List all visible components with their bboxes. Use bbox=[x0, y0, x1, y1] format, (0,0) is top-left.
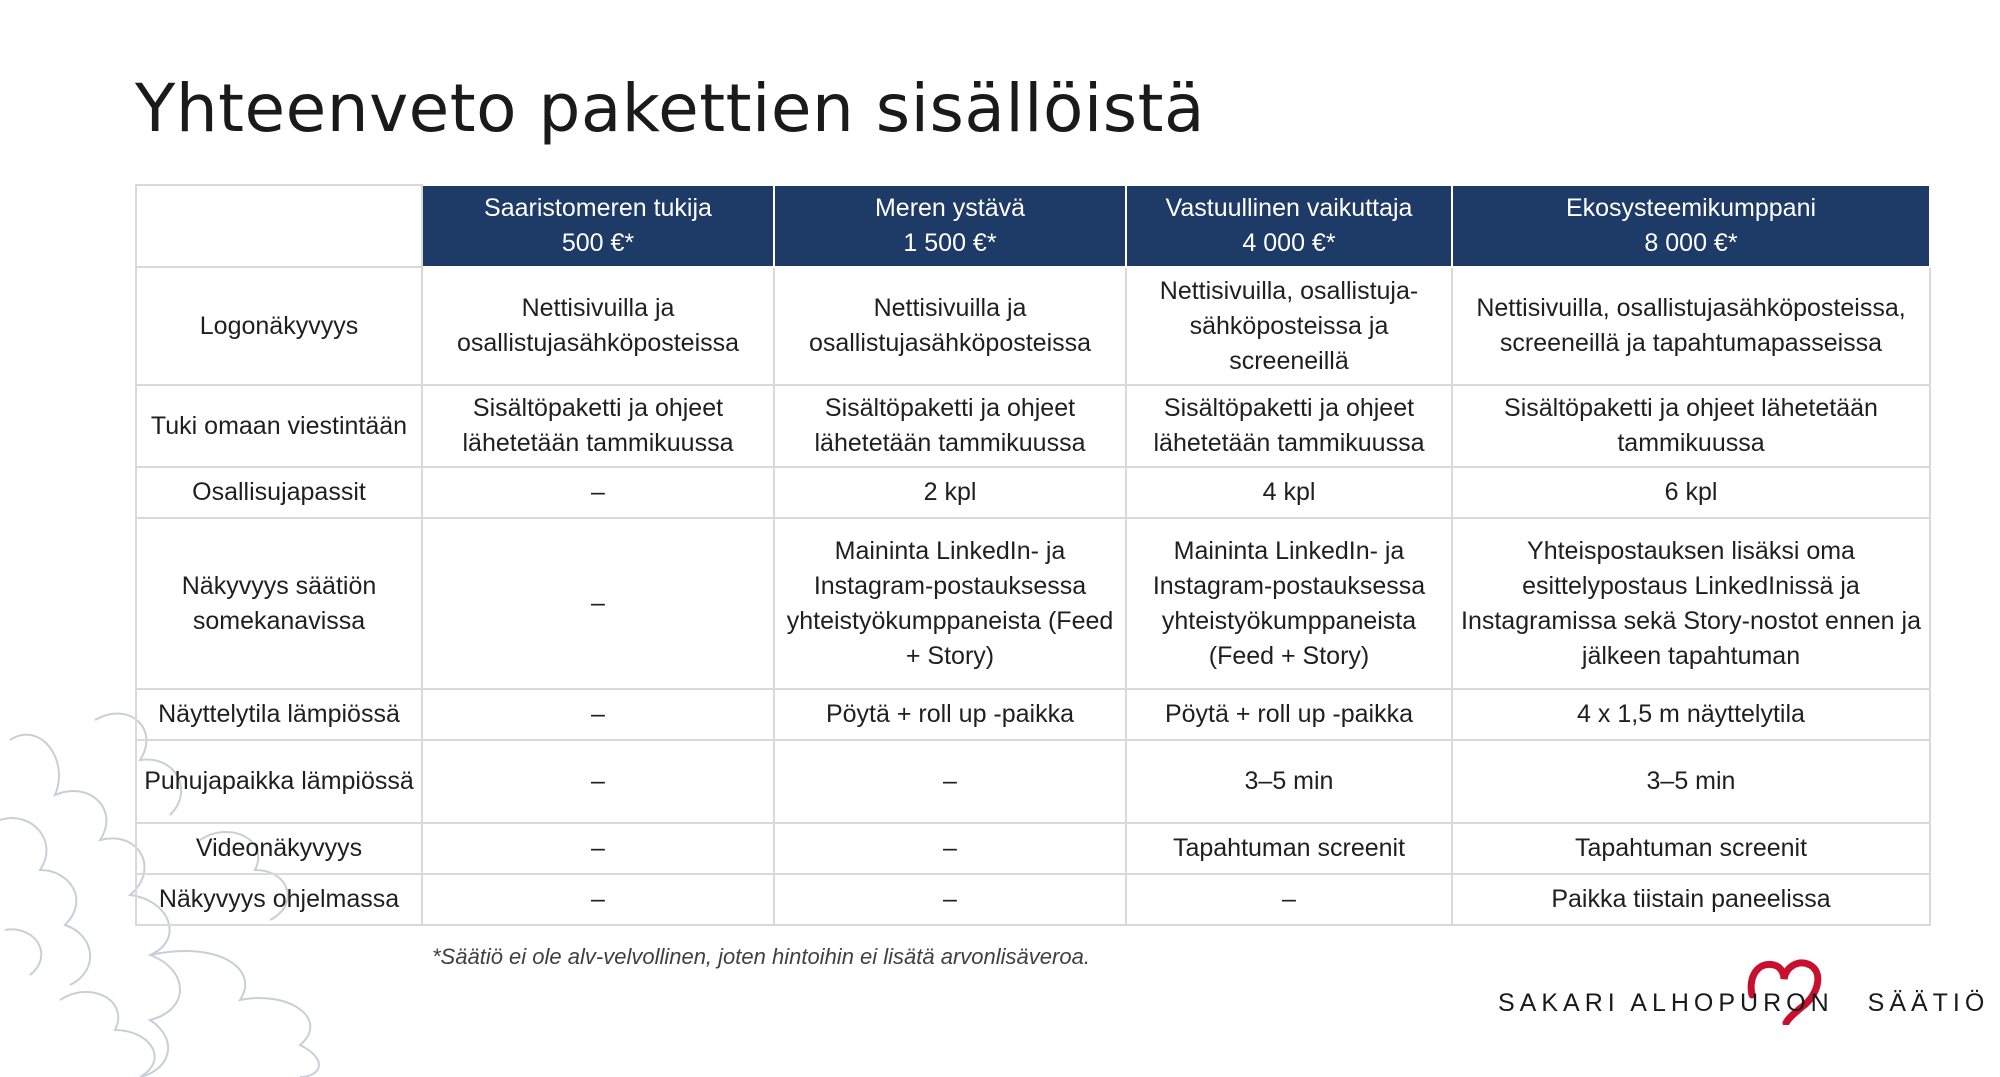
package-header bbox=[422, 185, 774, 267]
row-label: Videonäkyvyys bbox=[136, 823, 422, 874]
table-row bbox=[136, 740, 1930, 823]
table-cell: Pöytä + roll up -paikka bbox=[1126, 689, 1452, 740]
table-cell: Sisältöpaketti ja ohjeet lähetetään tammikuussa bbox=[774, 385, 1126, 467]
package-name: Vastuullinen vaikuttaja bbox=[1165, 194, 1413, 222]
package-comparison-table bbox=[135, 184, 1931, 926]
table-cell: Tapahtuman screenit bbox=[1452, 823, 1930, 874]
package-name: Ekosysteemikumppani bbox=[1565, 194, 1817, 222]
row-label: Näkyvyys säätiön somekanavissa bbox=[136, 518, 422, 689]
row-label: Logonäkyvyys bbox=[136, 267, 422, 385]
table-row bbox=[136, 518, 1930, 689]
table-cell: Nettisivuilla, osallistujasähköposteissa, screeneillä ja tapahtumapasseissa bbox=[1452, 267, 1930, 385]
row-label: Tuki omaan viestintään bbox=[136, 385, 422, 467]
package-price: 500 €* bbox=[561, 229, 635, 257]
table-cell: Nettisivuilla, osallistuja-sähköposteissa ja screeneillä bbox=[1126, 267, 1452, 385]
package-header bbox=[1126, 185, 1452, 267]
page-title: Yhteenveto pakettien sisällöistä bbox=[135, 70, 1205, 147]
table-cell: – bbox=[774, 874, 1126, 925]
table-cell: – bbox=[422, 874, 774, 925]
table-cell: 6 kpl bbox=[1452, 467, 1930, 518]
table-cell: Pöytä + roll up -paikka bbox=[774, 689, 1126, 740]
table-row bbox=[136, 689, 1930, 740]
table-row bbox=[136, 267, 1930, 385]
table-row bbox=[136, 385, 1930, 467]
foundation-logo bbox=[1498, 955, 1990, 1035]
table-row bbox=[136, 467, 1930, 518]
vat-footnote: *Säätiö ei ole alv-velvollinen, joten hintoihin ei lisätä arvonlisäveroa. bbox=[432, 944, 1090, 969]
table-cell: – bbox=[422, 740, 774, 823]
package-price: 4 000 €* bbox=[1242, 229, 1336, 257]
table-cell: Yhteispostauksen lisäksi oma esittelypostaus LinkedInissä ja Instagramissa sekä Story-nostot ennen ja jälkeen tapahtuman bbox=[1452, 518, 1930, 689]
row-label: Näyttelytila lämpiössä bbox=[136, 689, 422, 740]
table-cell: 4 x 1,5 m näyttelytila bbox=[1452, 689, 1930, 740]
package-name: Saaristomeren tukija bbox=[484, 194, 712, 222]
table-cell: 3–5 min bbox=[1126, 740, 1452, 823]
package-name: Meren ystävä bbox=[874, 194, 1026, 222]
table-cell: Tapahtuman screenit bbox=[1126, 823, 1452, 874]
table-cell: – bbox=[774, 823, 1126, 874]
table-cell: – bbox=[422, 823, 774, 874]
table-row bbox=[136, 874, 1930, 925]
table-cell: Sisältöpaketti ja ohjeet lähetetään tammikuussa bbox=[1126, 385, 1452, 467]
row-label: Puhujapaikka lämpiössä bbox=[136, 740, 422, 823]
table-cell: 3–5 min bbox=[1452, 740, 1930, 823]
table-cell: – bbox=[1126, 874, 1452, 925]
logo-name-part1: SAKARI ALHOPURON bbox=[1498, 989, 1834, 1017]
row-label: Näkyvyys ohjelmassa bbox=[136, 874, 422, 925]
table-cell: Maininta LinkedIn- ja Instagram-postauksessa yhteistyökumppaneista (Feed + Story) bbox=[1126, 518, 1452, 689]
table-cell: 4 kpl bbox=[1126, 467, 1452, 518]
table-cell: Sisältöpaketti ja ohjeet lähetetään tammikuussa bbox=[1452, 385, 1930, 467]
package-price: 1 500 €* bbox=[903, 229, 997, 257]
table-cell: Nettisivuilla ja osallistujasähköposteissa bbox=[422, 267, 774, 385]
table-cell: – bbox=[422, 467, 774, 518]
logo-wordmark bbox=[1498, 989, 1989, 1018]
row-label: Osallisujapassit bbox=[136, 467, 422, 518]
package-price: 8 000 €* bbox=[1644, 229, 1738, 257]
table-cell: 2 kpl bbox=[774, 467, 1126, 518]
table-row bbox=[136, 823, 1930, 874]
header-corner-cell bbox=[136, 185, 422, 267]
package-header bbox=[774, 185, 1126, 267]
table-cell: Paikka tiistain paneelissa bbox=[1452, 874, 1930, 925]
table-cell: – bbox=[774, 740, 1126, 823]
table-cell: Nettisivuilla ja osallistujasähköposteissa bbox=[774, 267, 1126, 385]
table-cell: Sisältöpaketti ja ohjeet lähetetään tammikuussa bbox=[422, 385, 774, 467]
table-cell: – bbox=[422, 689, 774, 740]
table-header-row bbox=[136, 185, 1930, 267]
table-cell: – bbox=[422, 518, 774, 689]
package-header bbox=[1452, 185, 1930, 267]
table-cell: Maininta LinkedIn- ja Instagram-postauksessa yhteistyökumppaneista (Feed + Story) bbox=[774, 518, 1126, 689]
logo-name-part2: SÄÄTIÖ bbox=[1867, 989, 1990, 1017]
